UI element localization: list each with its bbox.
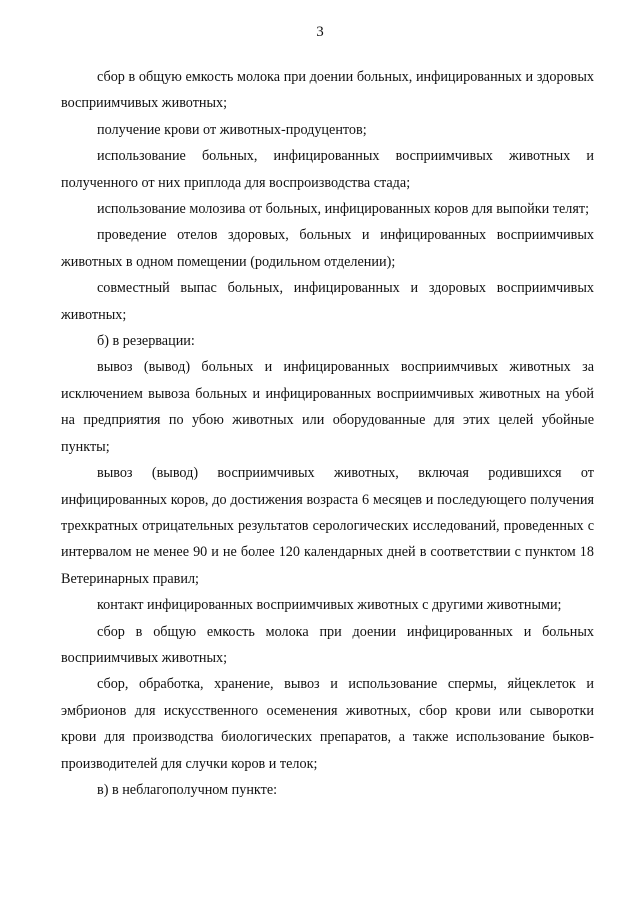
paragraph-blood-collection: получение крови от животных-продуцентов; [97, 121, 367, 138]
paragraph-herd-reproduction: использование больных, инфицированных восприимчивых животных и полученного от них приплода для воспроизводства стада; [61, 148, 594, 191]
paragraph-milk-collection: сбор в общую емкость молока при доении больных, инфицированных и здоровых восприимчивых животных; [61, 69, 594, 112]
paragraph-semen-embryos: сбор, обработка, хранение, вывоз и использование спермы, яйцеклеток и эмбрионов для искусственного осеменения животных, сбор крови или сыворотки крови для производства биологических препаратов, а также использование быков-производителей для случки коров и телок; [61, 676, 594, 772]
section-heading-affected-point: в) в неблагополучном пункте: [97, 781, 278, 798]
section-heading-reservation: б) в резервации: [97, 333, 195, 350]
paragraph-calving: проведение отелов здоровых, больных и инфицированных восприимчивых животных в одном помещении (родильном отделении); [61, 227, 594, 270]
paragraph-contact: контакт инфицированных восприимчивых животных с другими животными; [97, 597, 562, 614]
paragraph-milk-collection-infected: сбор в общую емкость молока при доении инфицированных и больных восприимчивых животных; [61, 623, 594, 666]
paragraph-removal-sick: вывоз (вывод) больных и инфицированных восприимчивых животных за исключением вывоза больных и инфицированных восприимчивых животных на убой на предприятия по убою животных или оборудованные для этих целей убойные пункты; [61, 359, 594, 455]
page-number: 3 [316, 24, 324, 40]
paragraph-joint-grazing: совместный выпас больных, инфицированных и здоровых восприимчивых животных; [61, 280, 594, 323]
document-body [61, 64, 594, 803]
paragraph-removal-susceptible: вывоз (вывод) восприимчивых животных, включая родившихся от инфицированных коров, до достижения возраста 6 месяцев и последующего получения трехкратных отрицательных результатов серологических исследований, проведенных с интервалом не менее 90 и не более 120 календарных дней в соответствии с пунктом 18 Ветеринарных правил; [61, 465, 594, 587]
paragraph-colostrum-use: использование молозива от больных, инфицированных коров для выпойки телят; [97, 201, 590, 218]
